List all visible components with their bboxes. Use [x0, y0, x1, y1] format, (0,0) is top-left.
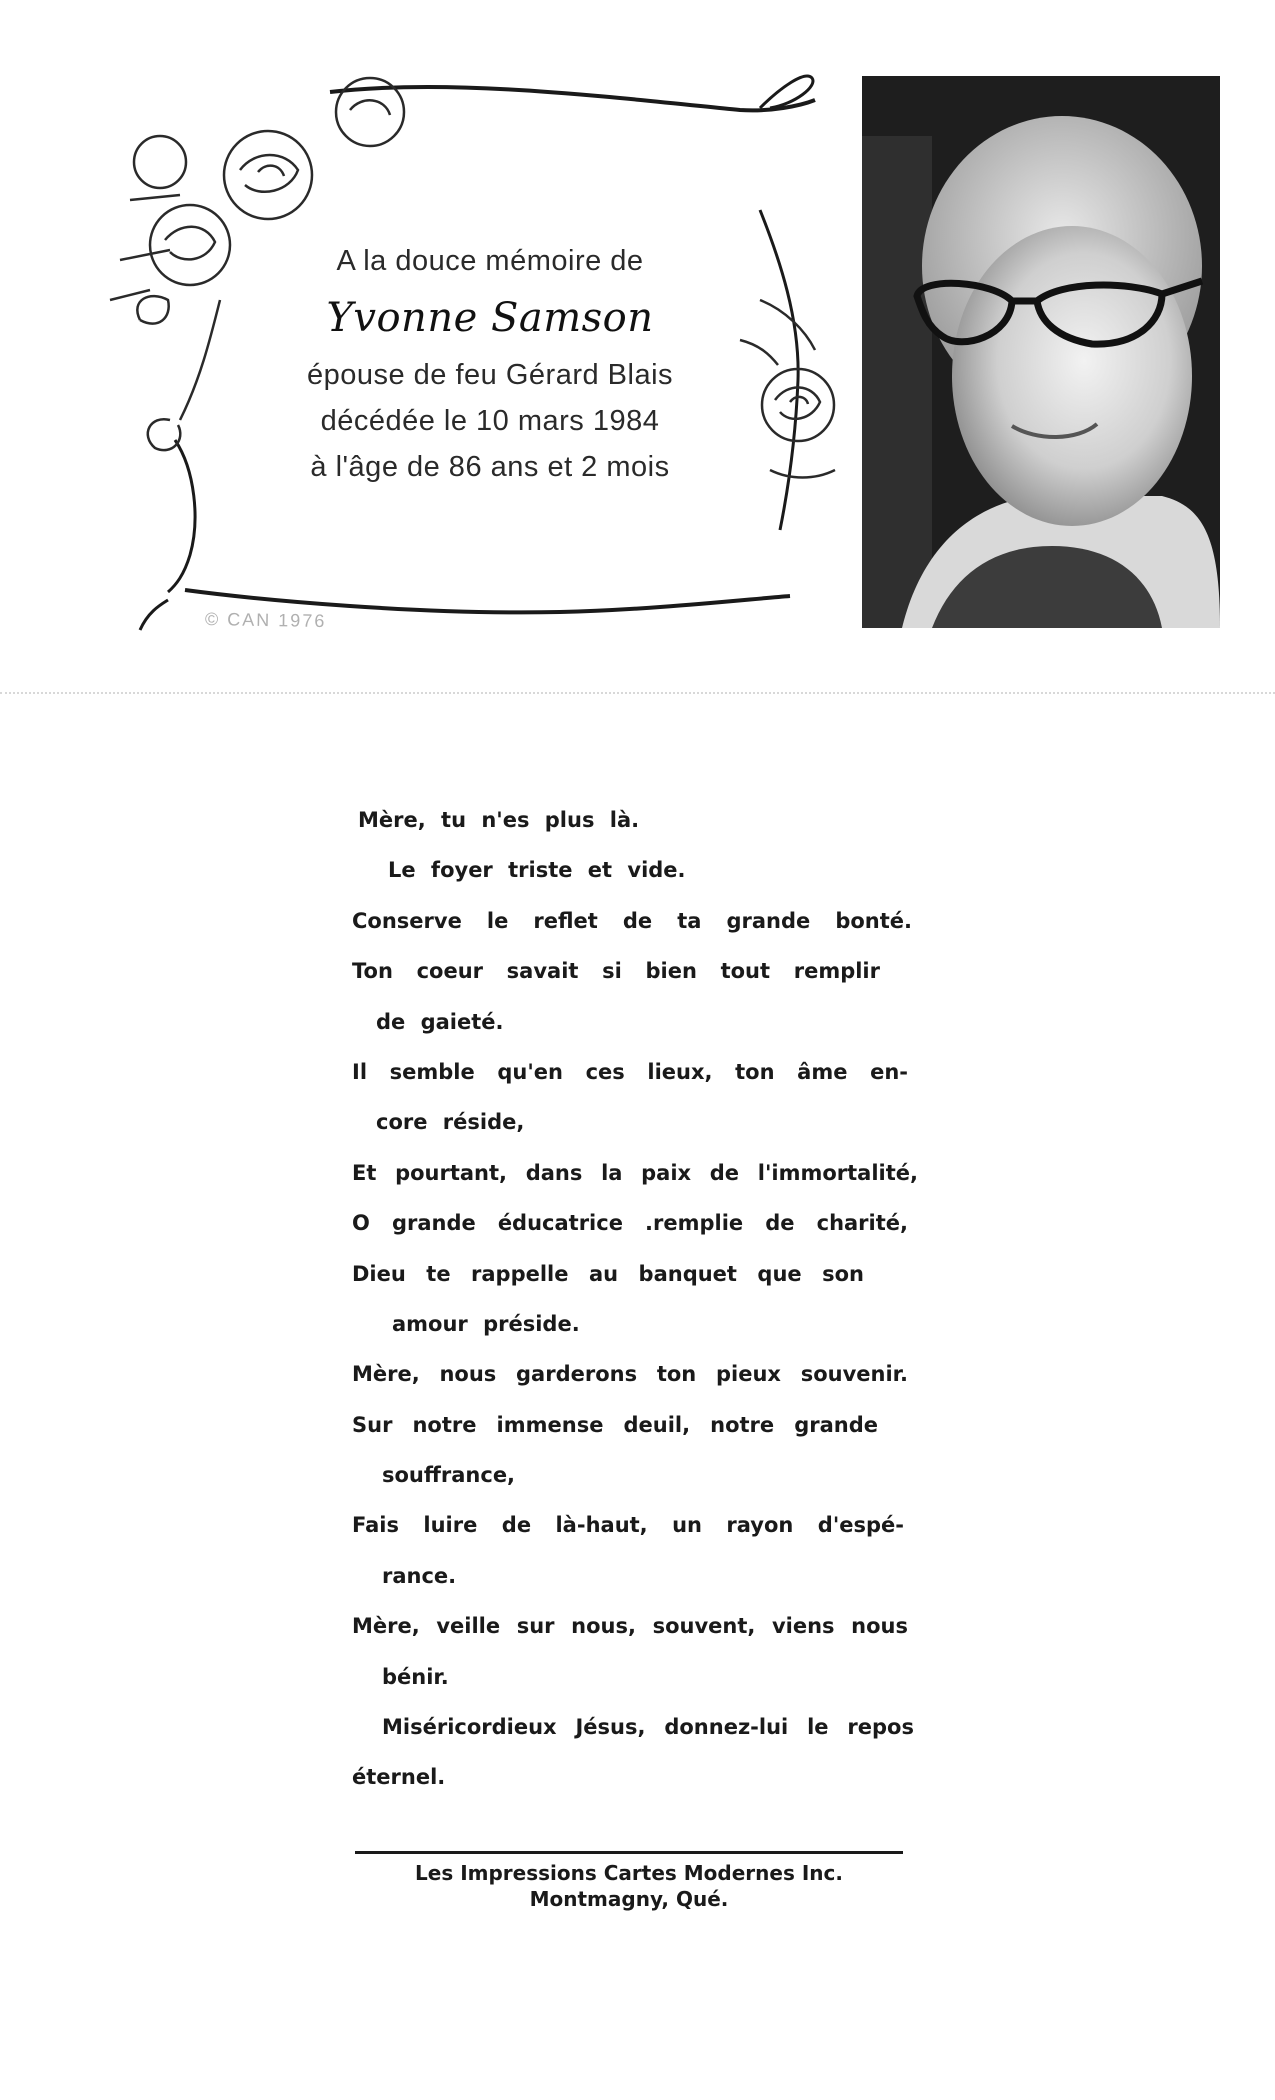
poem-line: bénir. [382, 1664, 449, 1689]
poem-line: éternel. [352, 1765, 446, 1790]
dedication-line: A la douce mémoire de [336, 245, 644, 277]
copyright-mark: © CAN 1976 [204, 608, 327, 632]
poem-line: Et pourtant, dans la paix de l'immortalité, [352, 1160, 918, 1185]
poem-line: amour préside. [392, 1311, 580, 1336]
poem-line: Il semble qu'en ces lieux, ton âme en- [352, 1059, 908, 1084]
rose-right-icon [740, 300, 835, 478]
frame-bottom-flourish [185, 590, 790, 612]
poem-line: O grande éducatrice .remplie de charité, [352, 1211, 908, 1236]
poem-line: Dieu te rappelle au banquet que son [352, 1261, 864, 1286]
poem-line: Fais luire de là-haut, un rayon d'espé- [352, 1513, 904, 1538]
printer-name: Les Impressions Cartes Modernes Inc. [415, 1861, 843, 1885]
death-date-line: décédée le 10 mars 1984 [320, 405, 660, 437]
poem-line: de gaieté. [376, 1009, 504, 1034]
poem-line: Ton coeur savait si bien tout remplir [352, 959, 880, 984]
poem-line: Miséricordieux Jésus, donnez-lui le repos [382, 1715, 914, 1740]
portrait-photo-image [862, 76, 1220, 628]
printer-city: Montmagny, Qué. [529, 1887, 729, 1911]
age-line: à l'âge de 86 ans et 2 mois [310, 451, 670, 483]
dedication-block [230, 238, 750, 490]
spouse-line: épouse de feu Gérard Blais [306, 359, 674, 391]
frame-left-stem [168, 440, 195, 592]
poem-line: Le foyer triste et vide. [388, 858, 686, 883]
memorial-card-front [0, 0, 1275, 700]
printer-divider [355, 1851, 903, 1854]
portrait-photo [862, 76, 1220, 628]
card-separator [0, 692, 1275, 694]
poem-line: souffrance, [382, 1463, 516, 1488]
poem-line: Sur notre immense deuil, notre grande [352, 1412, 878, 1437]
frame-bottom-curl [140, 600, 168, 630]
poem-line: Mère, tu n'es plus là. [358, 808, 640, 832]
printer-imprint [355, 1860, 903, 1912]
poem-line: rance. [382, 1563, 457, 1588]
poem-block [352, 795, 918, 1803]
poem-line: core réside, [376, 1110, 525, 1135]
poem-line: Conserve le reflet de ta grande bonté. [352, 908, 912, 933]
deceased-name: Yvonne Samson [326, 295, 654, 341]
poem-line: Mère, nous garderons ton pieux souvenir. [352, 1362, 908, 1387]
poem-line: Mère, veille sur nous, souvent, viens nous [352, 1614, 908, 1639]
